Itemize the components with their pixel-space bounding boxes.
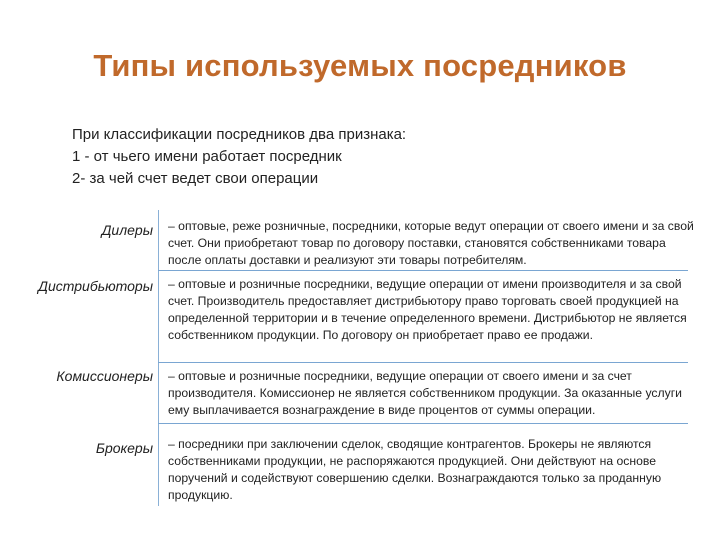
- desc-dealers: – оптовые, реже розничные, посредники, которые ведут операции от своего имени и за свой счет. Они приобретают товар по договору поставки, становятся собственниками товара после оплаты доставки и реализуют эти товары потребителям.: [168, 219, 694, 267]
- intro-line-1: При классификации посредников два признака:: [72, 126, 407, 143]
- row-divider-3: [158, 423, 688, 424]
- intro-line-2: 1 - от чьего имени работает посредник: [72, 148, 342, 165]
- table-vertical-divider: [158, 210, 159, 506]
- row-divider-2: [158, 362, 688, 363]
- term-brokers: Брокеры: [95, 440, 153, 456]
- intro-block: [72, 124, 672, 190]
- term-commissioners: Комиссионеры: [56, 368, 153, 384]
- desc-distributors: – оптовые и розничные посредники, ведущие операции от имени производителя и за свой счет. Производитель предоставляет дистрибьютору право торговать своей продукцией на определенной территории и в течение определенного времени. Дистрибьютор не является собственником продукции. По договору он приобретает право ее продажи.: [168, 277, 687, 342]
- intro-line-3: 2- за чей счет ведет свои операции: [72, 170, 319, 187]
- desc-brokers: – посредники при заключении сделок, сводящие контрагентов. Брокеры не являются собственниками продукции, не распоряжаются продукцией. Они действуют на основе поручений и содействуют совершению сделки. Вознаграждаются только за проданную продукцию.: [168, 437, 662, 502]
- term-dealers: Дилеры: [101, 222, 153, 238]
- row-divider-1: [158, 270, 688, 271]
- desc-commissioners: – оптовые и розничные посредники, ведущие операции от своего имени и за счет производителя. Комиссионер не является собственником продукции. За оказанные услуги ему выплачивается вознаграждение в виде процентов от суммы операции.: [168, 369, 682, 417]
- slide-title: Типы используемых посредников: [93, 48, 627, 83]
- term-distributors: Дистрибьюторы: [38, 278, 153, 294]
